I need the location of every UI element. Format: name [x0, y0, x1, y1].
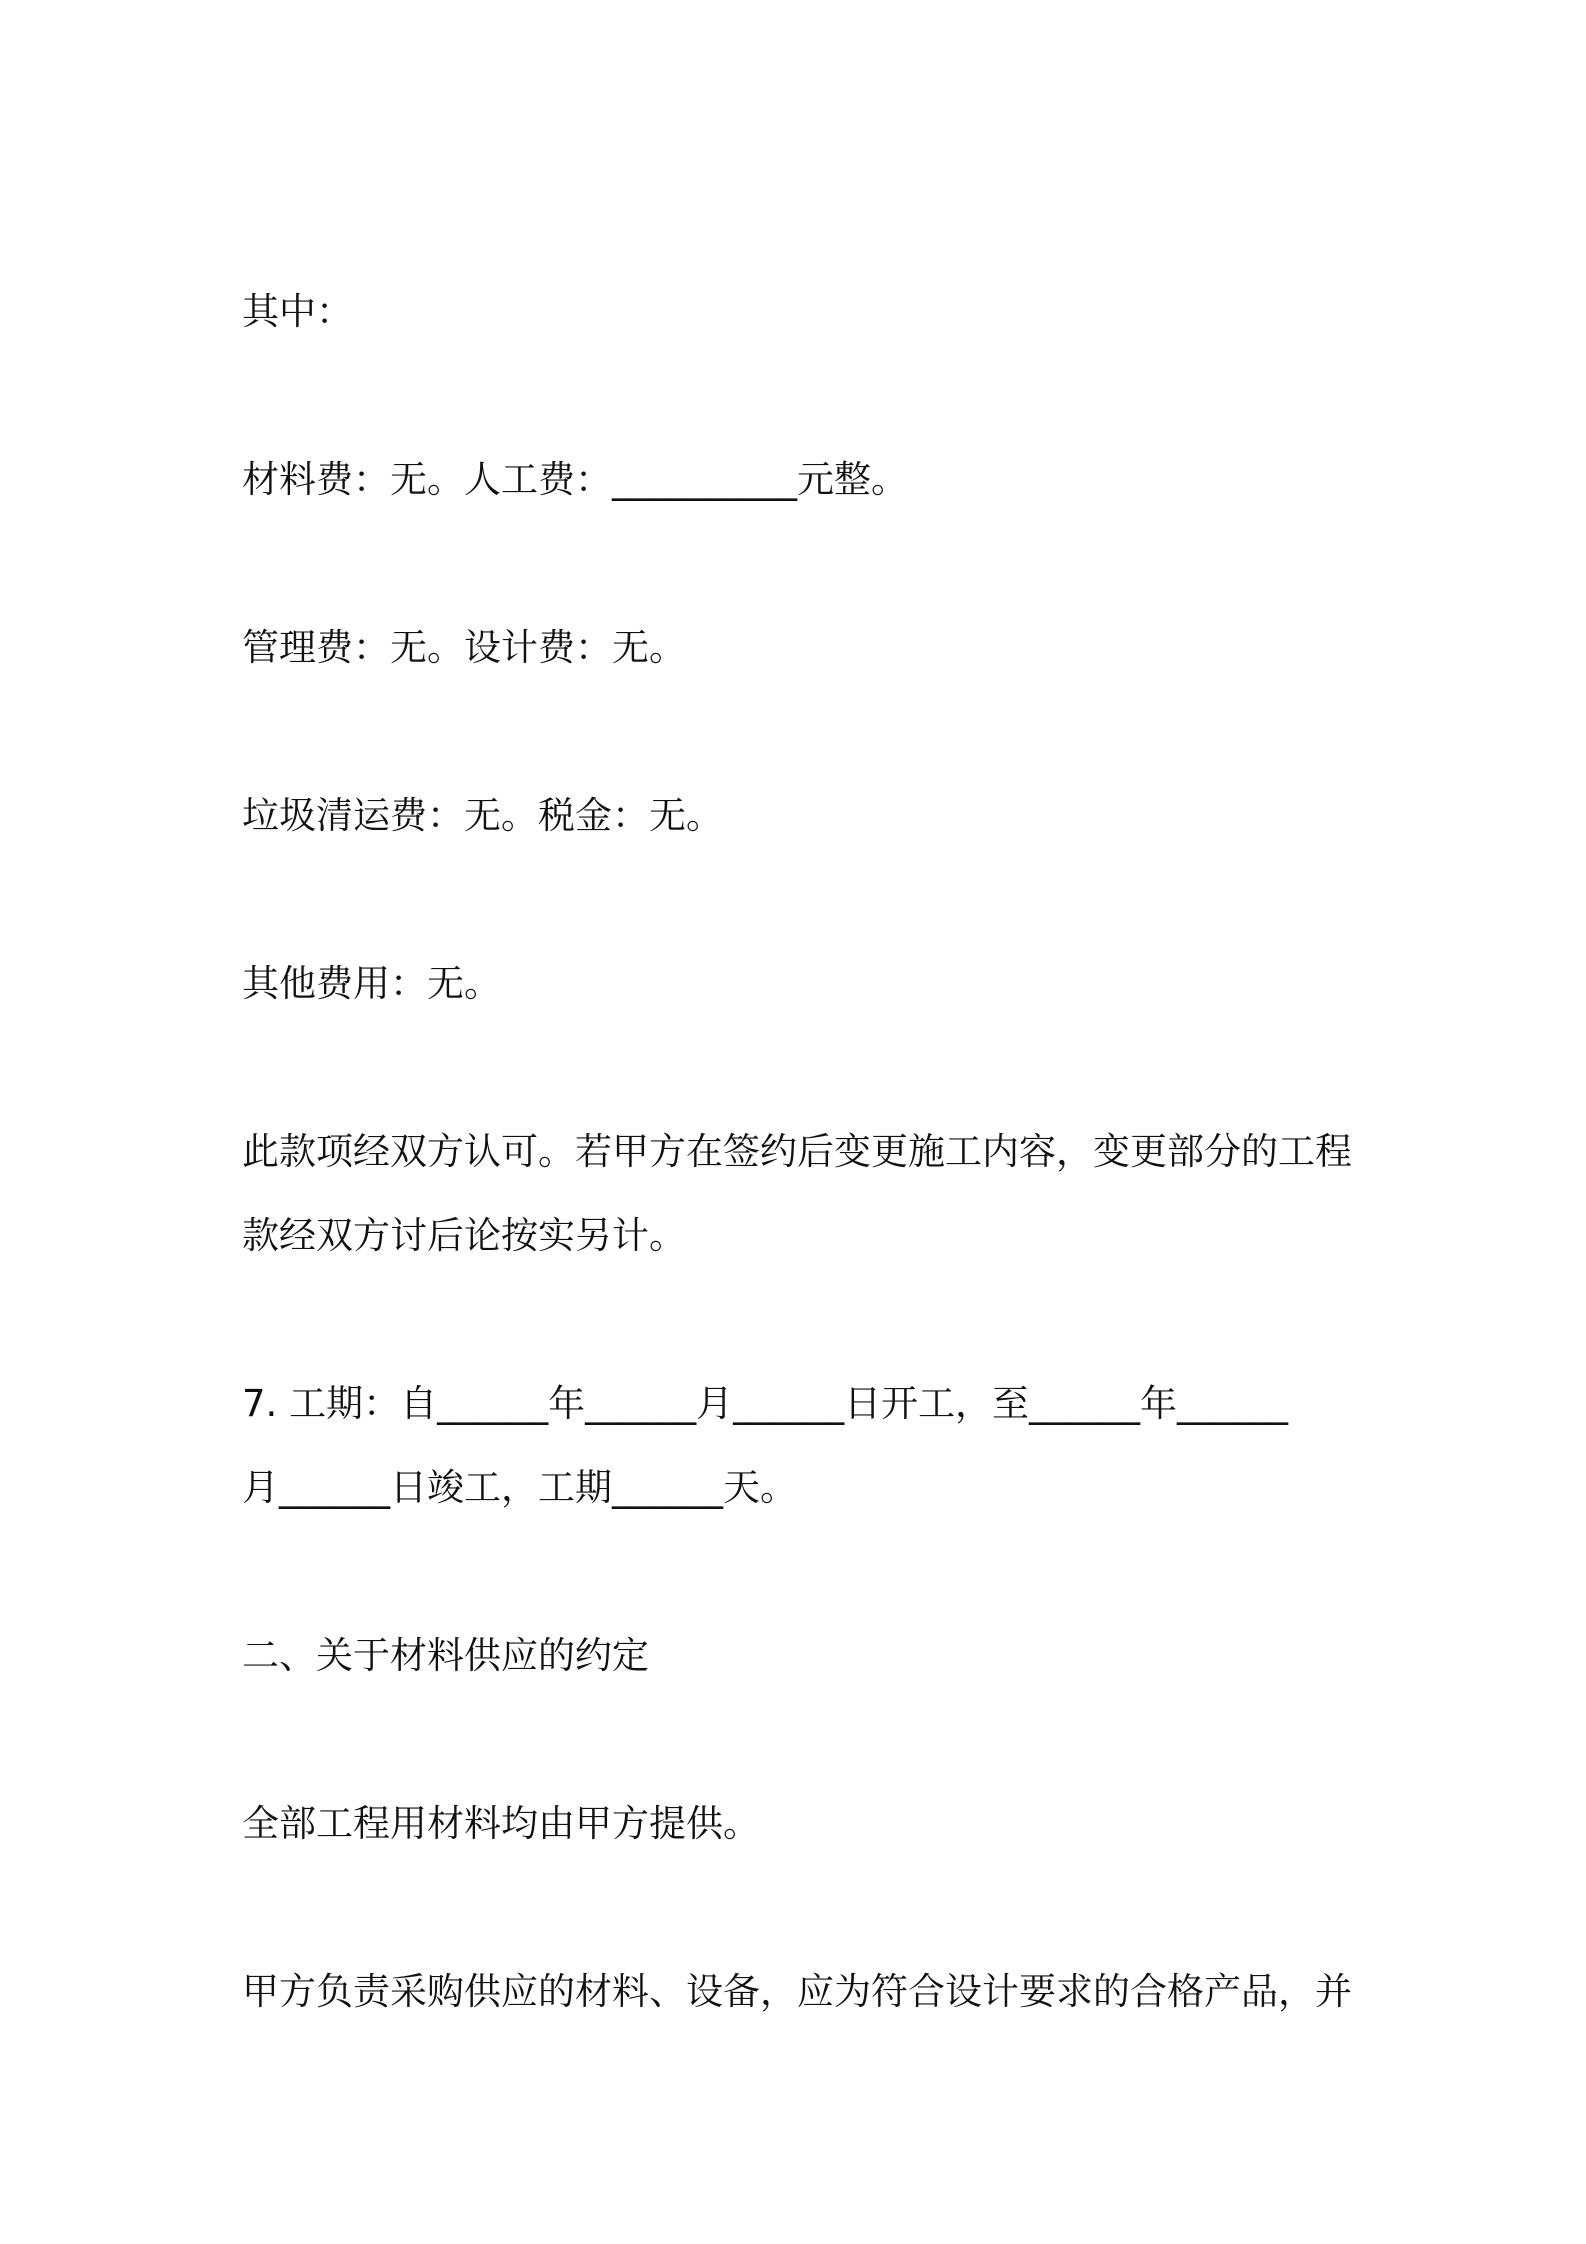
text-line-schedule-2: 月______日竣工，工期______天。 [242, 1466, 797, 1509]
text-line-material-quality: 甲方负责采购供应的材料、设备，应为符合设计要求的合格产品，并 [242, 1970, 1352, 2013]
text-line-waste-tax-fee: 垃圾清运费：无。税金：无。 [242, 794, 723, 837]
text-line-material-labor-fee: 材料费：无。人工费：__________元整。 [242, 458, 908, 501]
text-line-payment-agreement-2: 款经双方讨后论按实另计。 [242, 1214, 686, 1257]
text-line-payment-agreement-1: 此款项经双方认可。若甲方在签约后变更施工内容，变更部分的工程 [242, 1130, 1352, 1173]
text-line-management-design-fee: 管理费：无。设计费：无。 [242, 626, 686, 669]
text-line-material-provider: 全部工程用材料均由甲方提供。 [242, 1802, 760, 1845]
text-line-schedule-1: 7. 工期：自______年______月______日开工，至______年______ [242, 1382, 1289, 1425]
text-line-other-fee: 其他费用：无。 [242, 962, 501, 1005]
text-line-intro: 其中： [242, 290, 353, 333]
section-heading-material-supply: 二、关于材料供应的约定 [242, 1634, 649, 1677]
